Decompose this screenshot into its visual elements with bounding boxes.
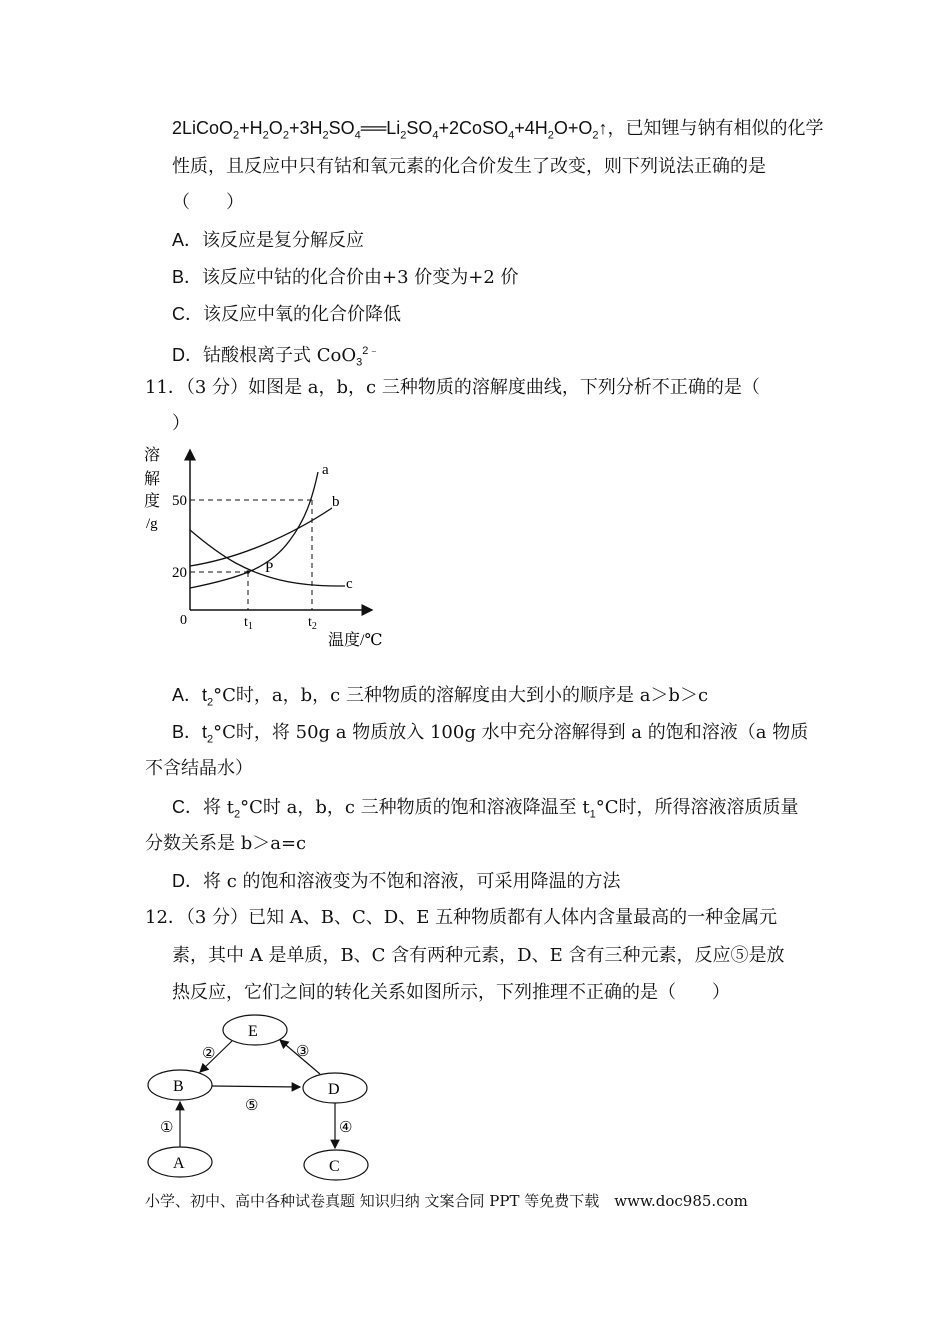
- q11-option-c: C．将 $t_2^\circ C$时 a，b，c 三种物质的饱和溶液降温至 $t_1^\circ C$时，所得溶液溶质质量: [172, 797, 799, 821]
- x-tick-t2: $t_2$: [308, 615, 317, 632]
- q12-line3: 热反应，它们之间的转化关系如图所示，下列推理不正确的是（ ）: [172, 982, 730, 1003]
- x-tick-t1: $t_1$: [244, 615, 253, 632]
- node-b-label: B: [173, 1078, 184, 1095]
- x-axis-label: 温度/℃: [328, 632, 383, 649]
- solubility-graph: [140, 440, 400, 660]
- q10-option-a: A．该反应是复分解反应: [172, 230, 365, 251]
- q10-option-d: D．钴酸根离子式 CoO$_3^{2﹣}$: [172, 345, 380, 369]
- curve-a-label: a: [322, 462, 329, 478]
- q12-line1: 12．（3 分）已知 A、B、C、D、E 五种物质都有人体内含量最高的一种金属元: [145, 907, 778, 928]
- q10-line1-tail: ，已知锂与钠有相似的化学: [607, 118, 824, 139]
- q11-option-b: B．$t_2^\circ C$时，将 50g a 物质放入 100g 水中充分溶解得到 a 的饱和溶液（a 物质: [172, 722, 809, 746]
- arrow-label-1: ①: [160, 1120, 174, 1136]
- q10-line3: （ ）: [172, 192, 244, 213]
- q10-line2: 性质，且反应中只有钴和氧元素的化合价发生了改变，则下列说法正确的是: [172, 156, 766, 177]
- q11-line1: 11．（3 分）如图是 a，b，c 三种物质的溶解度曲线，下列分析不正确的是（: [145, 377, 760, 398]
- curve-c: [190, 530, 345, 586]
- q11-option-b-cont: 不含结晶水）: [145, 758, 253, 779]
- y-tick-50: 50: [172, 493, 187, 509]
- q10-option-c: C．该反应中氧的化合价降低: [172, 304, 401, 325]
- q12-line2: 素，其中 A 是单质，B、C 含有两种元素，D、E 含有三种元素，反应⑤是放: [172, 945, 785, 966]
- node-e-label: E: [248, 1023, 258, 1040]
- arrow-b-to-d: [212, 1086, 300, 1087]
- arrow-label-2: ②: [202, 1046, 216, 1062]
- chemical-equation: $2LiCoO_2+H_2O_2+3H_2SO_4══Li_2SO_4+2CoSO_4+4H_2O+O_2↑$: [172, 118, 608, 142]
- q11-option-d: D．将 c 的饱和溶液变为不饱和溶液，可采用降温的方法: [172, 871, 621, 892]
- point-p: [246, 570, 250, 574]
- y-tick-20: 20: [172, 565, 187, 581]
- node-d-label: D: [328, 1081, 340, 1098]
- transformation-diagram: [140, 1012, 380, 1184]
- arrow-label-4: ④: [339, 1120, 353, 1136]
- q11-option-c-cont: 分数关系是 b＞a=c: [145, 833, 307, 854]
- equation-line: [172, 116, 824, 148]
- curve-c-label: c: [346, 576, 353, 592]
- origin-label: 0: [180, 613, 187, 628]
- node-c-label: C: [329, 1158, 340, 1175]
- y-axis-label-3: 度: [144, 493, 161, 510]
- page-footer: 小学、初中、高中各种试卷真题 知识归纳 文案合同 PPT 等免费下载 www.doc985.com: [145, 1192, 748, 1210]
- arrow-label-5: ⑤: [245, 1098, 259, 1114]
- point-p-label: P: [265, 560, 274, 576]
- node-a-label: A: [173, 1155, 185, 1172]
- arrow-label-3: ③: [296, 1044, 310, 1060]
- q10-option-b: B．该反应中钴的化合价由+3 价变为+2 价: [172, 267, 519, 288]
- q11-line2: ）: [172, 413, 190, 434]
- q11-option-a: A．$t_2^\circ C$时，a，b，c 三种物质的溶解度由大到小的顺序是 a＞b＞c: [172, 685, 709, 709]
- y-axis-label-1: 溶: [144, 447, 161, 464]
- y-axis-label-4: /g: [146, 516, 158, 532]
- y-axis-label-2: 解: [144, 471, 161, 488]
- curve-b-label: b: [332, 494, 340, 510]
- curve-a: [190, 472, 318, 588]
- curve-b: [190, 508, 332, 566]
